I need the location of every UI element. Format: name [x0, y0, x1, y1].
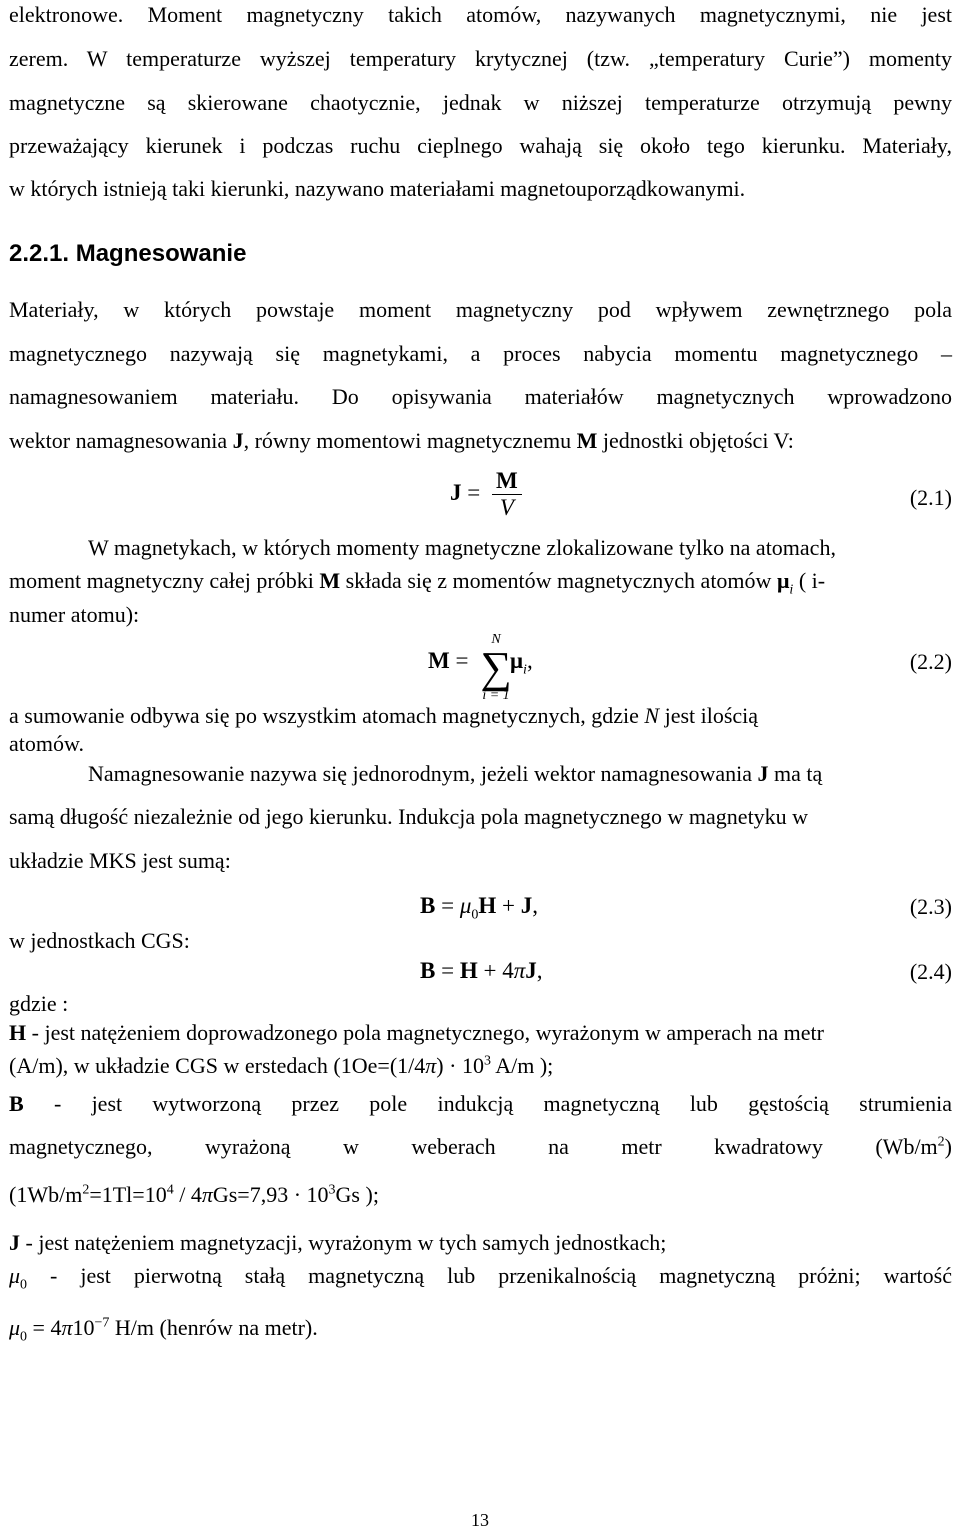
symbol-mu: μ [776, 568, 790, 593]
equation-2-1: J = $\frac{M}{V}$ [450, 468, 522, 521]
fraction-numerator: M [492, 468, 522, 495]
gdzie-label: gdzie : [9, 991, 69, 1016]
para2-line4: wektor namagnesowania J, równy momentowi magnetycznemu M jednostki objętości V: [9, 428, 794, 453]
para1-line2: zerem. W temperaturze wyższej temperatury krytycznej (tzw. „temperatury Curie”) momenty [9, 46, 952, 71]
section-heading: 2.2.1. Magnesowanie [9, 240, 247, 267]
page-number: 13 [471, 1510, 489, 1530]
para2-line2: magnetycznego nazywają się magnetykami, a proces nabycia momentu magnetycznego – [9, 341, 952, 366]
equation-2-4: B = H + 4πJ, [420, 958, 543, 983]
def-H-line2: (A/m), w układzie CGS w erstedach ($1Oe=(1/4\pi) \cdot 10^3$ A/m ); [9, 1053, 554, 1078]
para2-line1: Materiały, w których powstaje moment magnetyczny pod wpływem zewnętrznego pola [9, 297, 952, 322]
def-B-line1: B - jest wytworzoną przez pole indukcją magnetyczną lub gęstością strumienia [9, 1091, 952, 1116]
symbol-M: M [576, 428, 598, 453]
equation-number-2-2: (2.2) [909, 649, 952, 674]
para2-line3: namagnesowaniem materiału. Do opisywania materiałów magnetycznych wprowadzono [9, 384, 952, 409]
para4-line1: a sumowanie odbywa się po wszystkim atomach magnetycznych, gdzie N jest ilością [9, 703, 759, 728]
sum-lower-limit: i = 1 [482, 688, 510, 703]
summation [478, 632, 514, 704]
para3-line2: moment magnetyczny całej próbki M składa się z momentów magnetycznych atomów $\mu_i$ ( i- [9, 568, 826, 598]
sum-upper-limit: N [491, 632, 501, 647]
para1-line1: elektronowe. Moment magnetyczny takich atomów, nazywanych magnetycznymi, nie jest [9, 2, 952, 27]
equation-2-3: $B = \mu_0H + J$, [420, 893, 538, 923]
equation-number-2-3: (2.3) [909, 894, 952, 919]
def-mu0-line1: $\mu_0$ - jest pierwotną stałą magnetyczną lub przenikalnością magnetyczną próżni; wartość [9, 1263, 952, 1293]
equation-number-2-1: (2.1) [909, 485, 952, 510]
para1-line5: w których istnieją taki kierunki, nazywano materiałami magnetouporządkowanymi. [9, 176, 746, 201]
para4-line5: układzie MKS jest sumą: [9, 848, 231, 873]
def-H-line1: H - jest natężeniem doprowadzonego pola magnetycznego, wyrażonym w amperach na metr [9, 1020, 824, 1045]
fraction-denominator: V [499, 495, 514, 520]
def-J-line1: J - jest natężeniem magnetyzacji, wyrażonym w tych samych jednostkach; [9, 1230, 667, 1255]
para4-line2: atomów. [9, 731, 84, 756]
para4-line3: Namagnesowanie nazywa się jednorodnym, jeżeli wektor namagnesowania J ma tą [88, 761, 823, 786]
def-B-line2: magnetycznego, wyrażoną w weberach na metr kwadratowy $(Wb/m^2)$ [9, 1134, 952, 1159]
sigma-icon: ∑ [480, 643, 512, 692]
equation-2-2-lhs: M = [428, 648, 469, 673]
equation-2-2-term: $\mu_i$, [510, 648, 533, 678]
symbol-J: J [232, 428, 244, 453]
equation-number-2-4: (2.4) [909, 959, 952, 984]
para1-line4: przeważający kierunek i podczas ruchu cieplnego wahają się około tego kierunku. Materiały, [9, 133, 952, 158]
def-B-line3: ($1Wb/m^2=1Tl=10^4 / 4\pi Gs=7,93 \cdot 10^3Gs$ ); [9, 1182, 379, 1207]
para3-line3: numer atomu): [9, 602, 140, 627]
para3-line1: W magnetykach, w których momenty magnetyczne zlokalizowane tylko na atomach, [88, 535, 836, 560]
def-mu0-line2: $\mu_0 = 4\pi 10^{-7}$ H/m (henrów na metr). [9, 1315, 318, 1345]
para4-line4: samą długość niezależnie od jego kierunku. Indukcja pola magnetycznego w magnetyku w [9, 804, 809, 829]
para1-line3: magnetyczne są skierowane chaotycznie, jednak w niższej temperaturze otrzymują pewny [9, 90, 952, 115]
cgs-label: w jednostkach CGS: [9, 928, 190, 953]
